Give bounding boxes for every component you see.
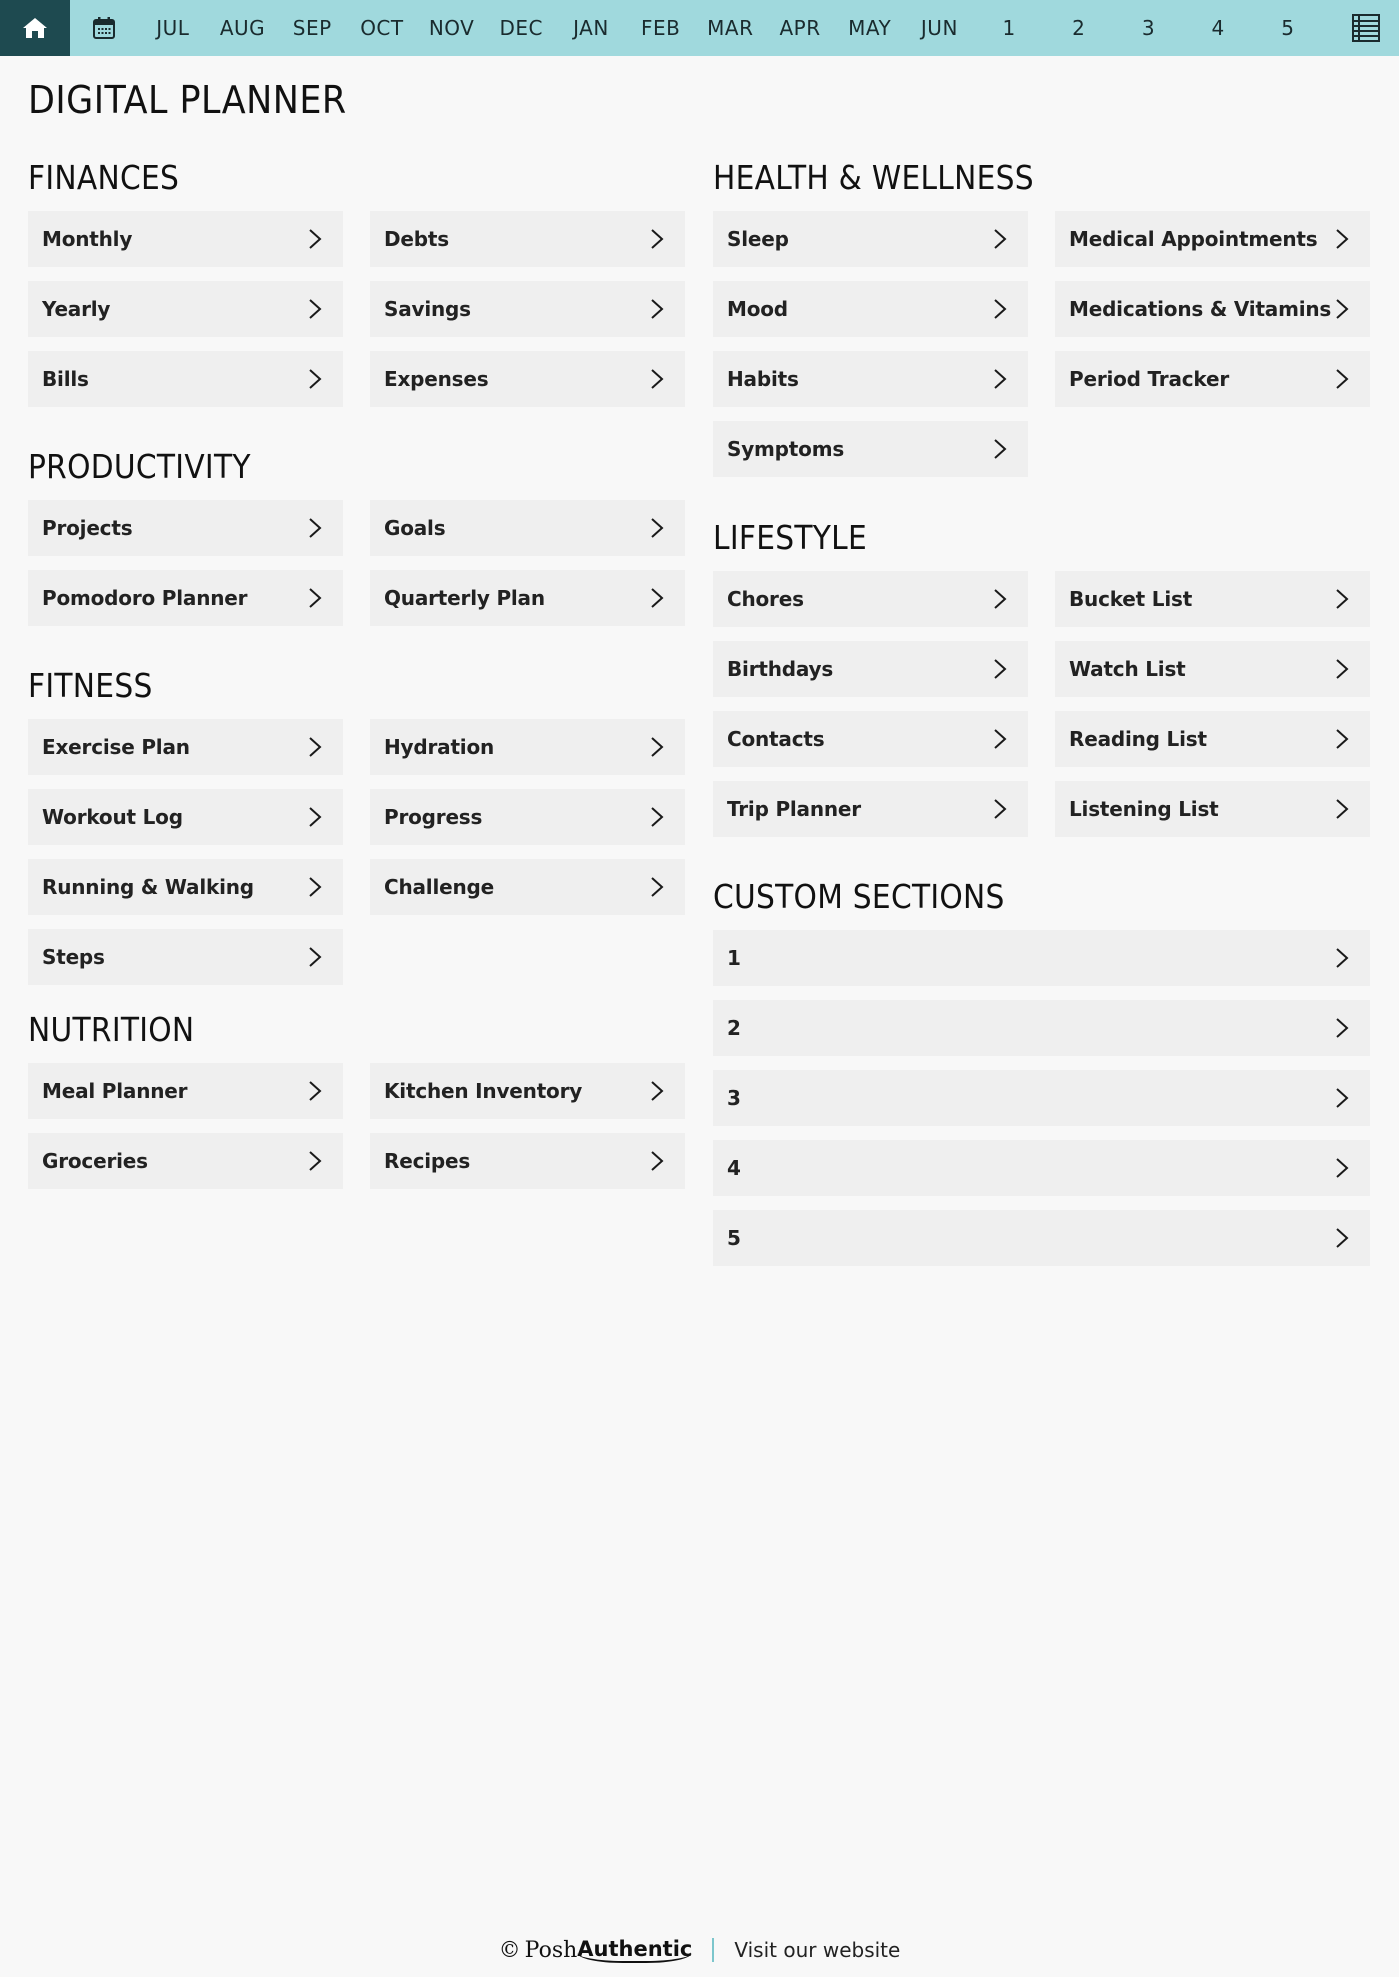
nav-tab-aug[interactable]: AUG	[219, 16, 266, 40]
link-button-label: 5	[727, 1226, 741, 1250]
nav-tab-nov[interactable]: NOV	[428, 16, 475, 40]
link-button-label: Habits	[727, 367, 799, 391]
chevron-right-icon	[649, 368, 665, 390]
link-button-label: Pomodoro Planner	[42, 586, 248, 610]
chevron-right-icon	[649, 298, 665, 320]
link-button-label: 4	[727, 1156, 741, 1180]
list-icon	[1351, 13, 1381, 43]
top-nav	[0, 0, 1399, 56]
link-button-bills[interactable]	[28, 351, 343, 407]
section-title: HEALTH & WELLNESS	[713, 158, 1034, 197]
chevron-right-icon	[307, 736, 323, 758]
link-button-hydration[interactable]	[370, 719, 685, 775]
brand-name-part1: Posh	[524, 1937, 578, 1963]
link-button-label: Reading List	[1069, 727, 1207, 751]
section-title: FITNESS	[28, 666, 153, 705]
link-button-period-tracker[interactable]	[1055, 351, 1370, 407]
link-button-pomodoro-planner[interactable]	[28, 570, 343, 626]
chevron-right-icon	[1334, 1017, 1350, 1039]
nav-tab-4[interactable]: 4	[1211, 16, 1225, 40]
page-title: DIGITAL PLANNER	[28, 78, 347, 122]
chevron-right-icon	[1334, 947, 1350, 969]
chevron-right-icon	[649, 228, 665, 250]
section-title: LIFESTYLE	[713, 518, 868, 557]
section-health-wellness	[713, 153, 1370, 477]
link-button-label: 3	[727, 1086, 741, 1110]
link-button-label: Meal Planner	[42, 1079, 188, 1103]
nav-tab-jan[interactable]: JAN	[573, 16, 609, 40]
link-button-steps[interactable]	[28, 929, 343, 985]
visit-website-link[interactable]: Visit our website	[734, 1938, 901, 1962]
chevron-right-icon	[1334, 228, 1350, 250]
section-finances	[28, 153, 685, 407]
chevron-right-icon	[649, 587, 665, 609]
link-button-groceries[interactable]	[28, 1133, 343, 1189]
link-button-medical-appointments[interactable]	[1055, 211, 1370, 267]
chevron-right-icon	[307, 1080, 323, 1102]
link-button-label: Bucket List	[1069, 587, 1193, 611]
link-button-1[interactable]	[713, 930, 1370, 986]
link-button-3[interactable]	[713, 1070, 1370, 1126]
link-button-challenge[interactable]	[370, 859, 685, 915]
chevron-right-icon	[649, 806, 665, 828]
chevron-right-icon	[649, 736, 665, 758]
section-title: PRODUCTIVITY	[28, 447, 251, 486]
link-button-label: Goals	[384, 516, 446, 540]
link-button-label: Steps	[42, 945, 105, 969]
link-button-label: Recipes	[384, 1149, 471, 1173]
month-tabs	[138, 0, 1323, 56]
link-button-label: Progress	[384, 805, 483, 829]
chevron-right-icon	[649, 1080, 665, 1102]
link-button-label: Watch List	[1069, 657, 1186, 681]
link-button-label: Mood	[727, 297, 788, 321]
link-button-label: Exercise Plan	[42, 735, 190, 759]
chevron-right-icon	[1334, 1157, 1350, 1179]
link-button-5[interactable]	[713, 1210, 1370, 1266]
link-button-label: Quarterly Plan	[384, 586, 545, 610]
link-button-label: Workout Log	[42, 805, 183, 829]
nav-tab-mar[interactable]: MAR	[707, 16, 754, 40]
link-button-label: Birthdays	[727, 657, 834, 681]
link-button-recipes[interactable]	[370, 1133, 685, 1189]
chevron-right-icon	[992, 798, 1008, 820]
link-button-label: Chores	[727, 587, 804, 611]
section-title: NUTRITION	[28, 1010, 195, 1049]
link-button-meal-planner[interactable]	[28, 1063, 343, 1119]
link-button-contacts[interactable]	[713, 711, 1028, 767]
link-button-label: Groceries	[42, 1149, 148, 1173]
link-button-4[interactable]	[713, 1140, 1370, 1196]
chevron-right-icon	[992, 728, 1008, 750]
link-button-label: Medical Appointments	[1069, 227, 1318, 251]
section-title: FINANCES	[28, 158, 180, 197]
chevron-right-icon	[1334, 728, 1350, 750]
link-button-label: Listening List	[1069, 797, 1219, 821]
nav-tab-2[interactable]: 2	[1072, 16, 1086, 40]
chevron-right-icon	[992, 658, 1008, 680]
chevron-right-icon	[307, 806, 323, 828]
link-button-watch-list[interactable]	[1055, 641, 1370, 697]
link-button-label: Savings	[384, 297, 471, 321]
chevron-right-icon	[1334, 588, 1350, 610]
section-productivity	[28, 442, 685, 626]
chevron-right-icon	[1334, 1227, 1350, 1249]
link-button-monthly[interactable]	[28, 211, 343, 267]
link-button-trip-planner[interactable]	[713, 781, 1028, 837]
link-button-label: Trip Planner	[727, 797, 861, 821]
chevron-right-icon	[992, 228, 1008, 250]
link-button-savings[interactable]	[370, 281, 685, 337]
copyright-symbol: ©	[498, 1937, 521, 1963]
link-button-projects[interactable]	[28, 500, 343, 556]
chevron-right-icon	[1334, 298, 1350, 320]
chevron-right-icon	[649, 1150, 665, 1172]
chevron-right-icon	[307, 1150, 323, 1172]
link-button-debts[interactable]	[370, 211, 685, 267]
brand-name-part2: Authentic	[577, 1937, 693, 1961]
link-button-running-and-walking[interactable]	[28, 859, 343, 915]
chevron-right-icon	[307, 876, 323, 898]
link-button-bucket-list[interactable]	[1055, 571, 1370, 627]
nav-tab-jun[interactable]: JUN	[920, 16, 958, 40]
section-fitness	[28, 661, 685, 985]
chevron-right-icon	[307, 228, 323, 250]
chevron-right-icon	[992, 588, 1008, 610]
link-button-label: Debts	[384, 227, 449, 251]
link-button-2[interactable]	[713, 1000, 1370, 1056]
nav-tab-apr[interactable]: APR	[779, 16, 821, 40]
chevron-right-icon	[649, 876, 665, 898]
link-button-medications-and-vitamins[interactable]	[1055, 281, 1370, 337]
chevron-right-icon	[307, 368, 323, 390]
chevron-right-icon	[649, 517, 665, 539]
link-button-label: 2	[727, 1016, 741, 1040]
link-button-label: Symptoms	[727, 437, 845, 461]
section-custom	[713, 872, 1370, 1266]
chevron-right-icon	[307, 517, 323, 539]
home-button[interactable]	[0, 0, 70, 56]
chevron-right-icon	[307, 298, 323, 320]
footer	[0, 1930, 1399, 1970]
nav-tab-3[interactable]: 3	[1141, 16, 1156, 40]
link-button-chores[interactable]	[713, 571, 1028, 627]
section-nutrition	[28, 1005, 685, 1189]
link-button-label: Kitchen Inventory	[384, 1079, 583, 1103]
link-button-goals[interactable]	[370, 500, 685, 556]
link-button-progress[interactable]	[370, 789, 685, 845]
chevron-right-icon	[1334, 798, 1350, 820]
link-button-label: Yearly	[42, 297, 111, 321]
link-button-label: Projects	[42, 516, 133, 540]
link-button-symptoms[interactable]	[713, 421, 1028, 477]
link-button-label: Sleep	[727, 227, 789, 251]
nav-tab-may[interactable]: MAY	[848, 16, 892, 40]
link-button-label: 1	[727, 946, 741, 970]
nav-tab-1[interactable]: 1	[1002, 16, 1016, 40]
link-button-label: Hydration	[384, 735, 495, 759]
section-title: CUSTOM SECTIONS	[713, 877, 1005, 916]
link-button-label: Contacts	[727, 727, 825, 751]
nav-tab-jul[interactable]: JUL	[156, 16, 190, 40]
link-button-exercise-plan[interactable]	[28, 719, 343, 775]
link-button-habits[interactable]	[713, 351, 1028, 407]
section-lifestyle	[713, 513, 1370, 837]
link-button-label: Bills	[42, 367, 89, 391]
link-button-label: Medications & Vitamins	[1069, 297, 1332, 321]
home-icon	[22, 16, 48, 40]
footer-divider	[712, 1938, 714, 1962]
chevron-right-icon	[307, 946, 323, 968]
link-button-birthdays[interactable]	[713, 641, 1028, 697]
link-button-sleep[interactable]	[713, 211, 1028, 267]
nav-tab-oct[interactable]: OCT	[360, 16, 404, 40]
link-button-label: Period Tracker	[1069, 367, 1230, 391]
link-button-expenses[interactable]	[370, 351, 685, 407]
link-button-yearly[interactable]	[28, 281, 343, 337]
link-button-workout-log[interactable]	[28, 789, 343, 845]
calendar-button[interactable]	[70, 0, 138, 56]
chevron-right-icon	[307, 587, 323, 609]
nav-tab-sep[interactable]: SEP	[292, 16, 332, 40]
nav-tab-5[interactable]: 5	[1281, 16, 1295, 40]
link-button-kitchen-inventory[interactable]	[370, 1063, 685, 1119]
link-button-label: Challenge	[384, 875, 495, 899]
chevron-right-icon	[1334, 1087, 1350, 1109]
chevron-right-icon	[992, 368, 1008, 390]
nav-tab-dec[interactable]: DEC	[499, 16, 544, 40]
chevron-right-icon	[992, 298, 1008, 320]
chevron-right-icon	[992, 438, 1008, 460]
index-list-button[interactable]	[1333, 0, 1399, 56]
link-button-reading-list[interactable]	[1055, 711, 1370, 767]
link-button-listening-list[interactable]	[1055, 781, 1370, 837]
chevron-right-icon	[1334, 658, 1350, 680]
link-button-label: Running & Walking	[42, 875, 254, 899]
link-button-label: Expenses	[384, 367, 489, 391]
nav-tab-feb[interactable]: FEB	[640, 16, 681, 40]
link-button-mood[interactable]	[713, 281, 1028, 337]
link-button-label: Monthly	[42, 227, 133, 251]
calendar-icon	[92, 16, 116, 40]
link-button-quarterly-plan[interactable]	[370, 570, 685, 626]
chevron-right-icon	[1334, 368, 1350, 390]
